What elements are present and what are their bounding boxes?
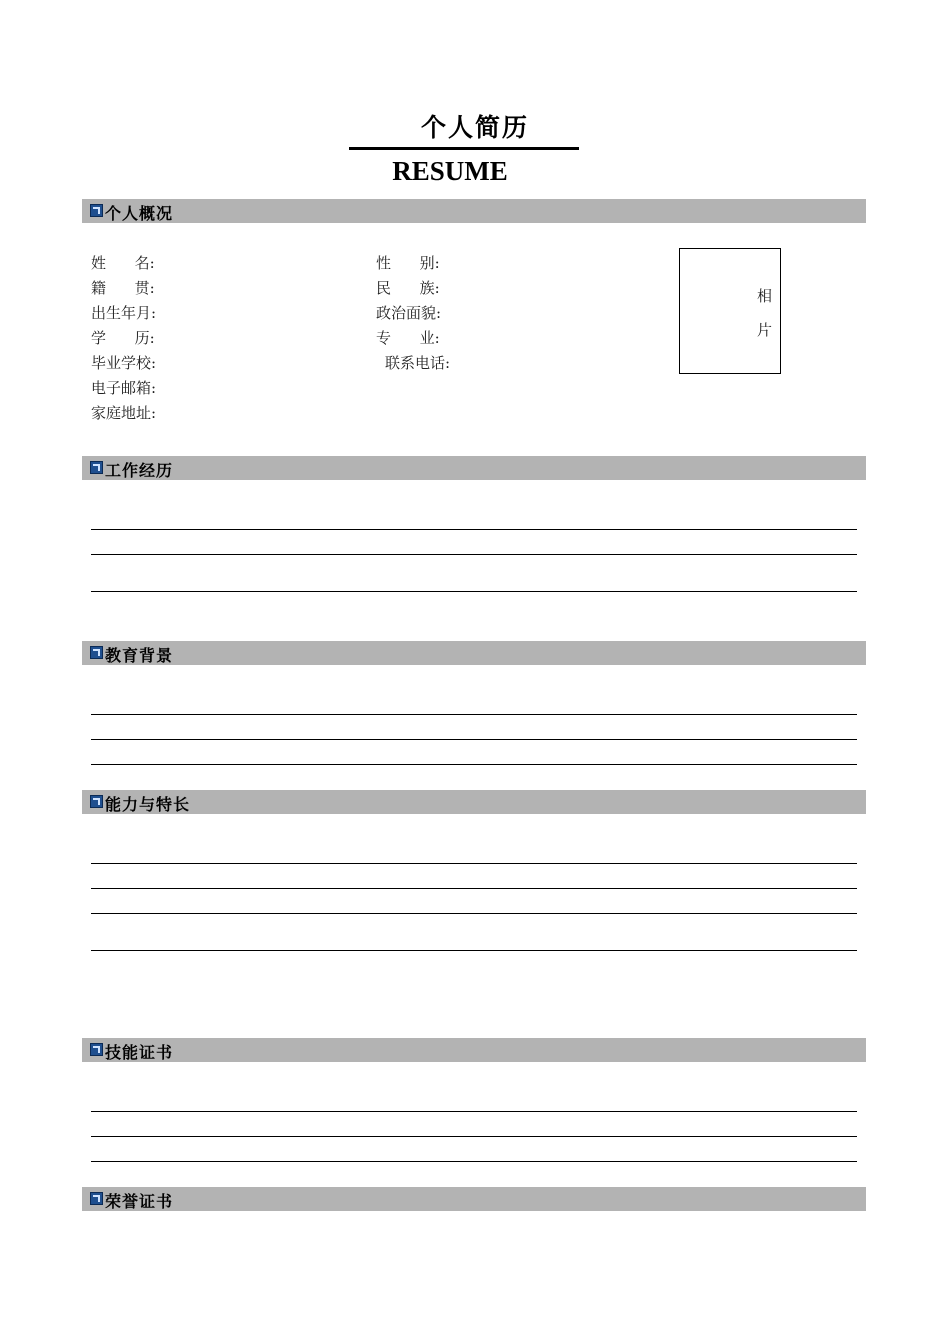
field-birthdate: 出生年月:	[91, 304, 157, 322]
field-political: 政治面貌:	[376, 304, 442, 322]
section-header-work	[82, 456, 866, 480]
photo-label-2: 片	[757, 321, 773, 339]
write-line	[91, 1161, 857, 1162]
field-degree: 学 历:	[91, 329, 155, 347]
title-underline	[349, 147, 579, 150]
field-gender: 性 别:	[376, 254, 440, 272]
section-title-certificates: 技能证书	[105, 1043, 174, 1062]
write-line	[91, 739, 857, 740]
field-school: 毕业学校:	[91, 354, 157, 372]
write-line	[91, 950, 857, 951]
arrow-icon	[90, 461, 103, 474]
write-line	[91, 591, 857, 592]
field-ethnicity: 民 族:	[376, 279, 440, 297]
write-line	[91, 913, 857, 914]
field-phone: 联系电话:	[385, 354, 451, 372]
arrow-icon	[90, 646, 103, 659]
arrow-icon	[90, 795, 103, 808]
write-line	[91, 764, 857, 765]
field-birthplace: 籍 贯:	[91, 279, 155, 297]
section-title-education: 教育背景	[105, 646, 174, 665]
write-line	[91, 888, 857, 889]
write-line	[91, 863, 857, 864]
field-email: 电子邮箱:	[91, 379, 157, 397]
section-header-personal	[82, 199, 866, 223]
write-line	[91, 554, 857, 555]
write-line	[91, 529, 857, 530]
section-header-honors	[82, 1187, 866, 1211]
section-header-education	[82, 641, 866, 665]
field-major: 专 业:	[376, 329, 440, 347]
section-title-work: 工作经历	[105, 461, 174, 480]
write-line	[91, 714, 857, 715]
section-header-certificates	[82, 1038, 866, 1062]
section-title-personal: 个人概况	[105, 204, 174, 223]
resume-title-en: RESUME	[392, 156, 508, 186]
photo-box	[679, 248, 781, 374]
arrow-icon	[90, 204, 103, 217]
section-title-honors: 荣誉证书	[105, 1192, 174, 1211]
section-header-skills	[82, 790, 866, 814]
section-title-skills: 能力与特长	[105, 795, 191, 814]
write-line	[91, 1136, 857, 1137]
resume-title-cn: 个人简历	[420, 113, 529, 142]
arrow-icon	[90, 1192, 103, 1205]
write-line	[91, 1111, 857, 1112]
field-address: 家庭地址:	[91, 404, 157, 422]
arrow-icon	[90, 1043, 103, 1056]
field-name: 姓 名:	[91, 254, 155, 272]
photo-label-1: 相	[757, 287, 773, 305]
